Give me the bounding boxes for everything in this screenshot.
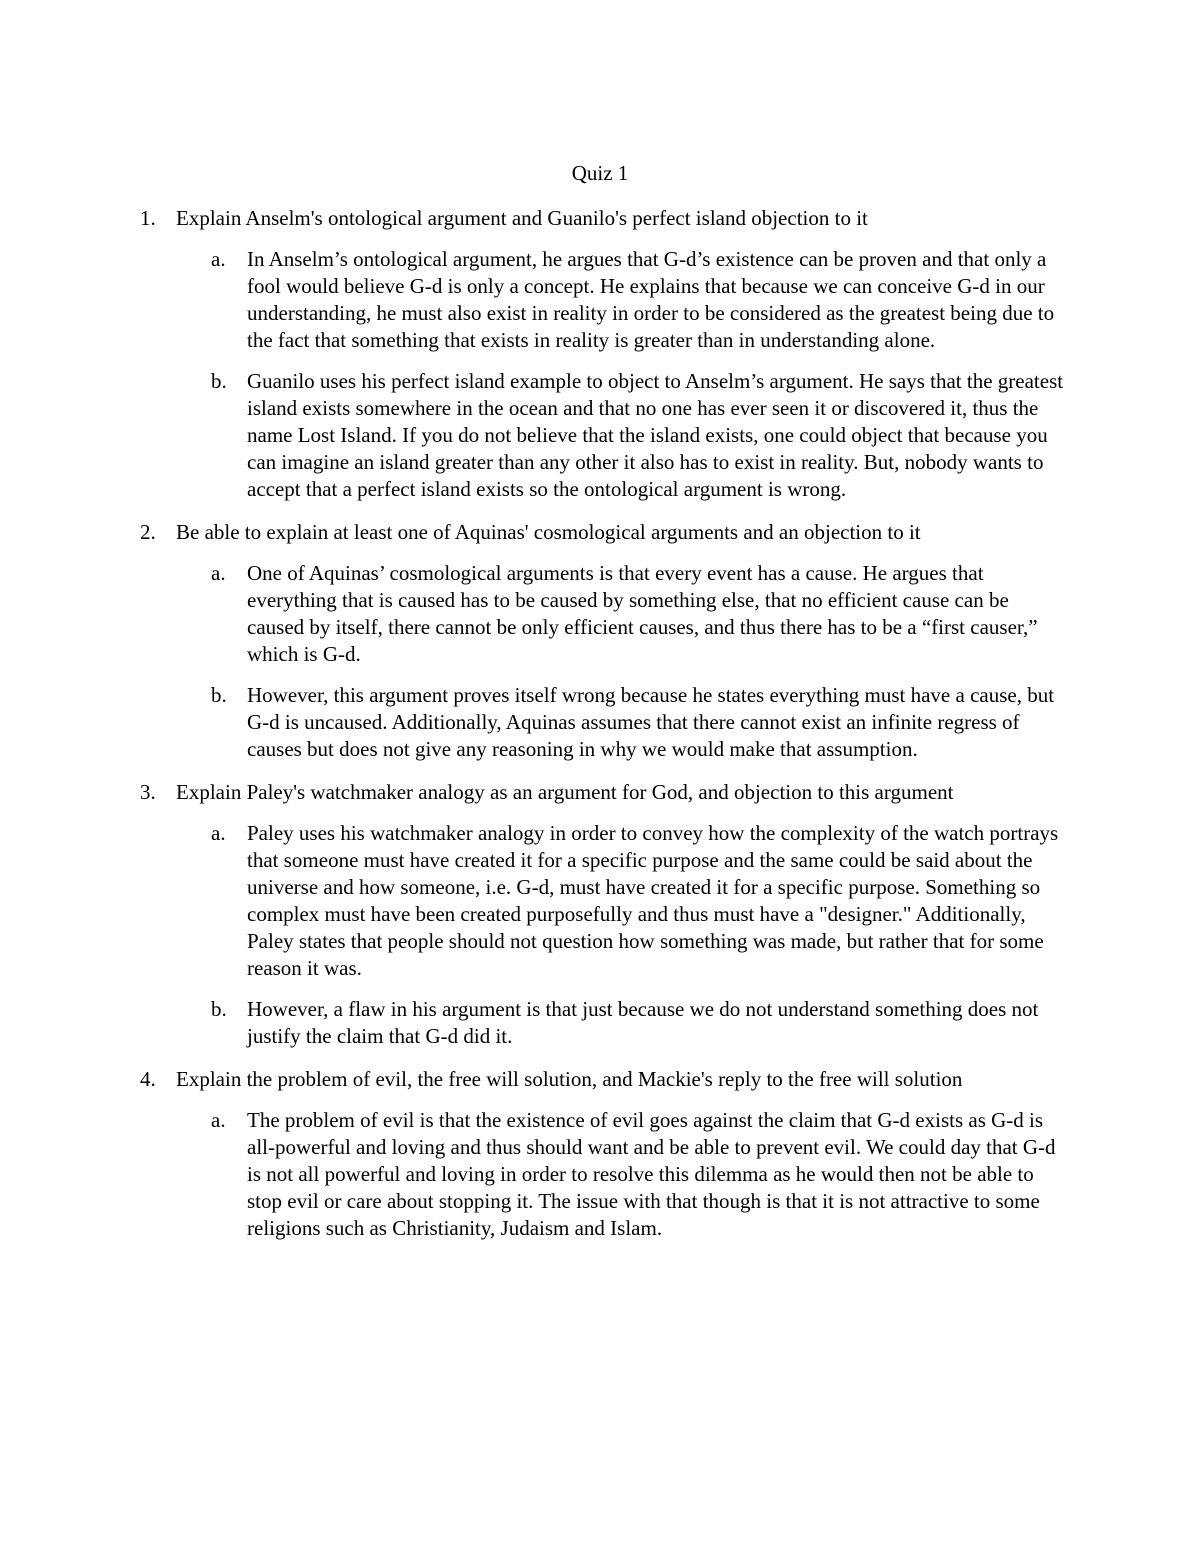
answer-text: Paley uses his watchmaker analogy in order to convey how the complexity of the watch portrays that someone must have created it for a specific purpose and the same could be said about the universe and how someone, i.e. G-d, must have created it for a specific purpose. Something so complex must have been created purposefully and thus must have a "designer." Additionally, Paley states that people should not question how something was made, but rather that for some reason it was. — [247, 821, 1059, 980]
question-item — [140, 777, 1070, 1050]
question-text: Explain Anselm's ontological argument and Guanilo's perfect island objection to it — [176, 206, 868, 230]
question-number: 2. — [140, 520, 156, 544]
answer-letter: b. — [211, 997, 227, 1021]
answer-item — [140, 560, 1070, 668]
answer-item — [140, 368, 1070, 503]
question-item — [140, 203, 1070, 503]
question-number: 3. — [140, 780, 156, 804]
answer-text: However, this argument proves itself wrong because he states everything must have a cause, but G-d is uncaused. Additionally, Aquinas assumes that there cannot exist an infinite regress of causes but does not give any reasoning in why we would make that assumption. — [247, 683, 1055, 761]
question-item — [140, 517, 1070, 763]
answer-item — [140, 682, 1070, 763]
answer-text: The problem of evil is that the existence of evil goes against the claim that G-d exists as G-d is all-powerful and loving and thus should want and be able to prevent evil. We could day that G-d is not all powerful and loving in order to resolve this dilemma as he would then not be able to stop evil or care about stopping it. The issue with that though is that it is not attractive to some religions such as Christianity, Judaism and Islam. — [247, 1108, 1056, 1240]
answer-list — [140, 560, 1070, 763]
answer-letter: a. — [211, 1108, 226, 1132]
answer-item — [140, 1107, 1070, 1242]
answer-text: However, a flaw in his argument is that just because we do not understand something does not justify the claim that G-d did it. — [247, 997, 1039, 1048]
answer-text: In Anselm’s ontological argument, he argues that G-d’s existence can be proven and that only a fool would believe G-d is only a concept. He explains that because we can conceive G-d in our understanding, he must also exist in reality in order to be considered as the greatest being due to the fact that something that exists in reality is greater than in understanding alone. — [247, 247, 1055, 352]
question-item — [140, 1064, 1070, 1242]
document-title: Quiz 1 — [571, 161, 629, 185]
question-text: Explain Paley's watchmaker analogy as an argument for God, and objection to this argument — [176, 780, 954, 804]
question-number: 4. — [140, 1067, 156, 1091]
answer-letter: a. — [211, 561, 226, 585]
answer-letter: a. — [211, 821, 226, 845]
question-list — [140, 203, 1070, 1256]
answer-letter: a. — [211, 247, 226, 271]
answer-list — [140, 820, 1070, 1050]
question-text: Be able to explain at least one of Aquinas' cosmological arguments and an objection to it — [176, 520, 921, 544]
answer-item — [140, 246, 1070, 354]
answer-letter: b. — [211, 369, 227, 393]
question-text: Explain the problem of evil, the free will solution, and Mackie's reply to the free will solution — [176, 1067, 963, 1091]
answer-list — [140, 246, 1070, 503]
question-number: 1. — [140, 206, 156, 230]
answer-item — [140, 996, 1070, 1050]
answer-text: Guanilo uses his perfect island example to object to Anselm’s argument. He says that the greatest island exists somewhere in the ocean and that no one has ever seen it or discovered it, thus the name Lost Island. If you do not believe that the island exists, one could object that because you can imagine an island greater than any other it also has to exist in reality. But, nobody wants to accept that a perfect island exists so the ontological argument is wrong. — [247, 369, 1064, 501]
answer-text: One of Aquinas’ cosmological arguments is that every event has a cause. He argues that everything that is caused has to be caused by something else, that no efficient cause can be caused by itself, there cannot be only efficient causes, and thus there has to be a “first causer,” which is G-d. — [247, 561, 1038, 666]
answer-list — [140, 1107, 1070, 1242]
answer-letter: b. — [211, 683, 227, 707]
answer-item — [140, 820, 1070, 982]
